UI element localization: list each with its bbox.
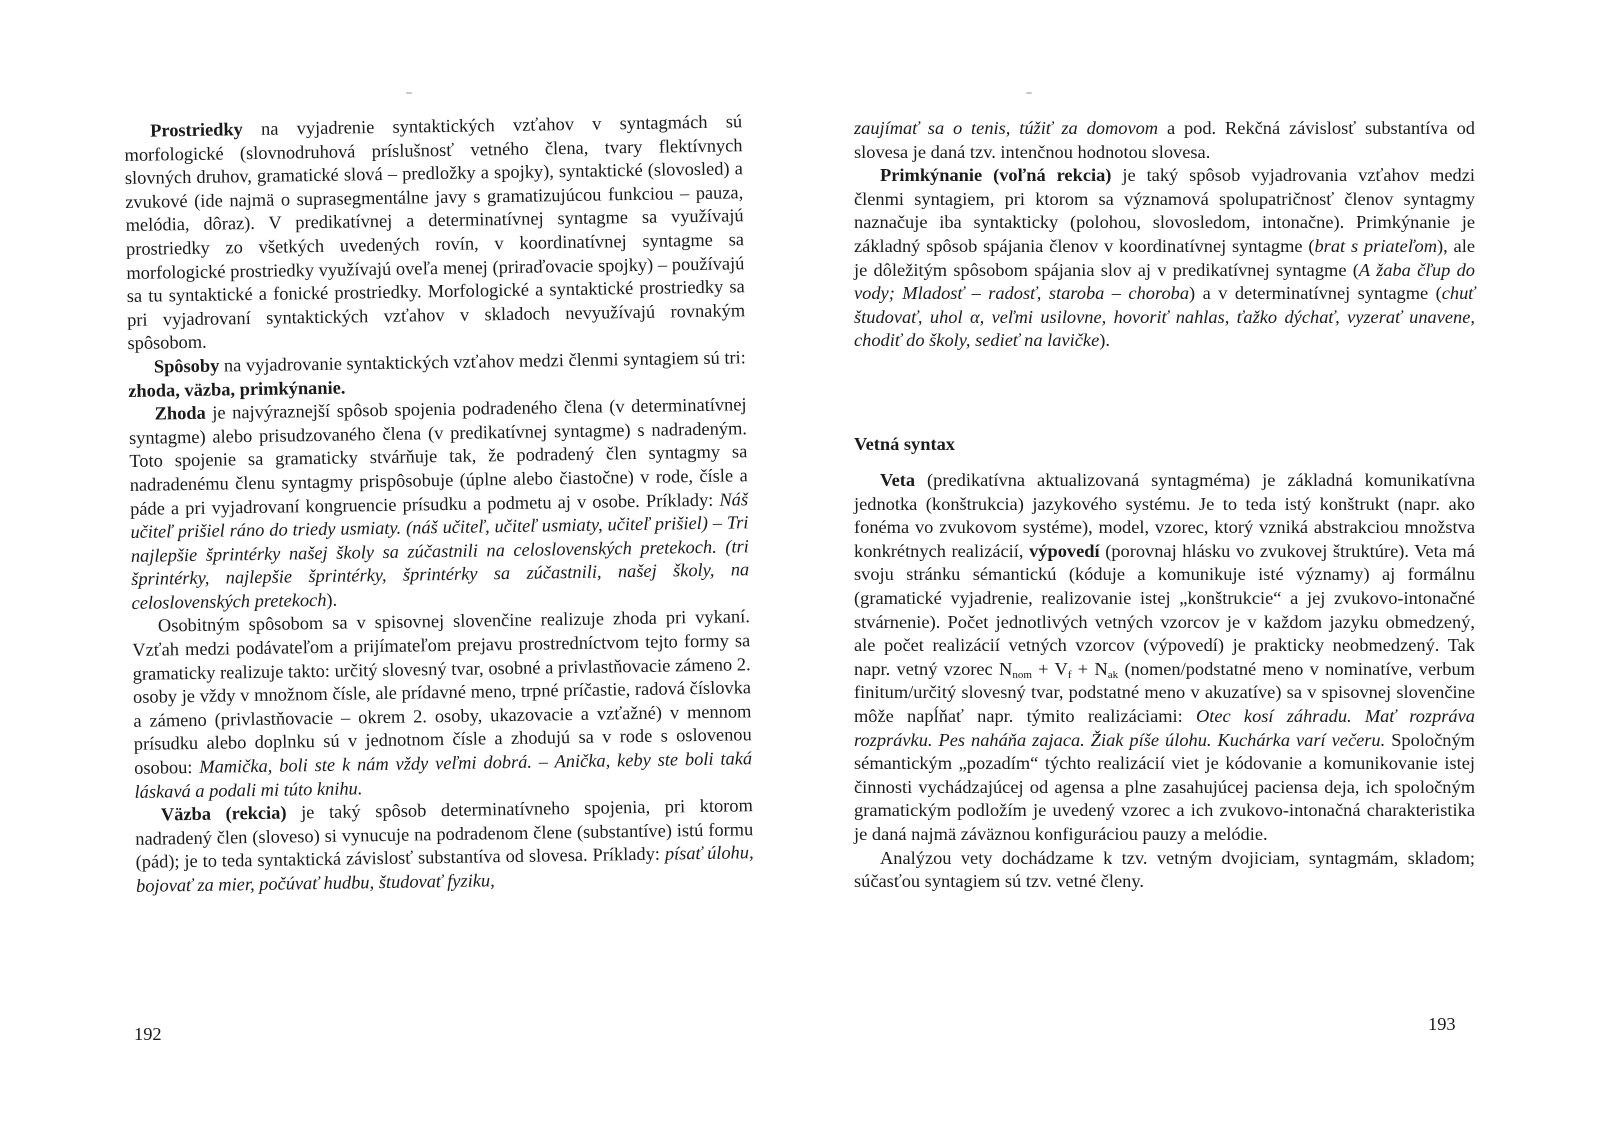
paragraph xyxy=(854,469,1475,847)
paragraph xyxy=(128,393,749,615)
subscript: nom xyxy=(1012,668,1032,681)
paragraph xyxy=(854,117,1475,164)
bold-term: Primkýnanie (voľná rekcia) xyxy=(880,165,1112,186)
page-number-right: 193 xyxy=(1428,1014,1456,1034)
bold-term: Veta xyxy=(880,470,916,490)
paragraph xyxy=(135,794,754,898)
right-page xyxy=(800,0,1600,1133)
section-heading: Vetná syntax xyxy=(854,434,955,454)
italic-example: A žaba čľup do vody; Mladosť – radosť, staroba – choroba xyxy=(854,259,1475,304)
text-run: ). xyxy=(326,589,338,610)
text-run: Spoločným sémantickým „pozadím“ týchto realizácií viet je kódovanie a komunikovanie istej činnosti vychádzajúcej od agensa a plne zasahujúcej paciensa deja, ich spoločným gramatickým podložím je uvedený vzorec a ich zvukovo-intonačná charakteristika je daná najmä záväznou konfiguráciou pauzy a melódie. xyxy=(854,729,1475,844)
subscript: ak xyxy=(1107,668,1119,681)
text-run: + N xyxy=(1071,658,1108,679)
text-run: na vyjadrenie syntaktických vzťahov v syntagmách sú morfologické (slovnodruhová príslušnosť vetného člena, tvary flektívnych slovných druhov, gramatické slová – predložky a spojky), syntaktické (slovosled) a zvukové (ide najmä o suprasegmentálne javy s gramatizujúcou funkciou – pauza, melódia, dôraz). V predikatívnej a determinatívnej syntagme sa využívajú prostriedky zo všetkých uvedených rovín, v koordinatívnej syntagme sa morfologické prostriedky využívajú oveľa menej (priraďovacie spojky) – používajú sa tu syntaktické a fonické prostriedky. Morfologické a syntaktické prostriedky sa pri vyjadrovaní syntaktických vzťahov v skladoch nevyužívajú rovnakým spôsobom. xyxy=(124,111,746,354)
page-number-left: 192 xyxy=(134,1024,162,1044)
text-run: (predikatívna aktualizovaná syntagméma) je základná komunikatívna jednotka (konštrukcia) jazykového systému. Je to teda istý konštrukt (napr. ako fonéma vo zvukovom systéme), model, vzorec, ktorý vzniká abstrakciou množstva konkrétnych realizácií, xyxy=(854,470,1475,561)
text-run: je taký spôsob vyjadrovania vzťahov medzi členmi syntagiem, pri ktorom sa významová spolupatričnosť členov syntagmy naznačuje iba syntakticky (polohou, slovosledom, intonačne). Primkýnanie je základný spôsob spájania členov v koordinatívnej syntagme ( xyxy=(854,165,1475,256)
text-run: na vyjadrovanie syntaktických vzťahov medzi členmi syntagiem sú tri: xyxy=(219,347,746,376)
bold-term: zhoda, väzba, primkýnanie. xyxy=(128,377,346,401)
italic-example: Mamička, boli ste k nám vždy veľmi dobrá. – Anička, keby ste boli taká láskavá a podali mi túto knihu. xyxy=(134,748,753,802)
bold-term: Spôsoby xyxy=(153,355,220,377)
italic-example: písať úlohu, bojovať za mier, počúvať hudbu, študovať fyziku, xyxy=(135,842,754,896)
italic-example: Otec kosí záhradu. Mať rozpráva rozprávku. Pes naháňa zajaca. Žiak píše úlohu. Kuchárka varí večeru. xyxy=(854,705,1475,750)
text-run: Osobitným spôsobom sa v spisovnej slovenčine realizuje zhoda pri vykaní. Vzťah medzi podávateľom a prijímateľom prejavu prostredníctvom tejto formy sa gramaticky realizuje takto: určitý slovesný tvar, osobné a privlastňovacie zámeno 2. osoby je vždy v množnom čísle, ale prídavné meno, trpné príčastie, radová číslovka a zámeno (privlastňovacie – okrem 2. osoby, ukazovacie a vzťažné) v mennom prísudku alebo doplnku sú v jednotnom čísle a zhodujú sa v rode s oslovenou osobou: xyxy=(132,606,752,778)
bold-term: Prostriedky xyxy=(150,119,243,141)
paragraph xyxy=(132,606,753,804)
text-run: je najvýraznejší spôsob spojenia podradeného člena (v determinatívnej syntagme) alebo prisudzovaného člena (v predikatívnej syntagme) s nadradeným. Toto spojenie sa gramaticky stvárňuje tak, že podradený člen syntagmy sa nadradenému členu syntagmy prispôsobuje (úplne alebo čiastočne) v rode, čísle a páde a pri vyjadrovaní kongruencie prísudku a podmetu aj v osobe. Príklady: xyxy=(128,394,748,519)
text-run: a pod. Rekčná závislosť substantíva od slovesa je daná tzv. intenčnou hodnotou slovesa. xyxy=(854,118,1475,162)
italic-example: Tri najlepšie šprintérky našej školy sa zúčastnili na celoslovenských pretekoch. (tri šprintérky, najlepšie šprintérky, šprintérky sa zúčastnili, našej školy, na celoslovenských pretekoch xyxy=(130,512,750,613)
right-page-text xyxy=(854,117,1475,353)
text-run: ). xyxy=(1099,330,1110,351)
paragraph xyxy=(854,164,1475,353)
text-run: (porovnaj hlásku vo zvukovej štruktúre). Veta má svoju stránku sémantickú (kóduje a komunikuje isté významy) aj formálnu (gramatické vyjadrenie, realizovanie istej „konštrukcie“ a jej zvukovo-intonačné stvárnenie). Počet jednotlivých vetných vzorcov je v každom jazyku obmedzený, ale počet realizácií vetných vzorcov (výpovedí) je prakticky neobmedzený. Tak napr. vetný vzorec N xyxy=(854,540,1475,679)
section-text xyxy=(854,469,1475,894)
italic-example: brat s priateľom xyxy=(1314,235,1438,256)
scan-speck xyxy=(406,92,412,94)
bold-term: Väzba (rekcia) xyxy=(160,802,287,825)
bold-term: výpovedí xyxy=(1029,540,1100,561)
subscript: f xyxy=(1067,668,1072,681)
text-run: Analýzou vety dochádzame k tzv. vetným dvojiciam, syntagmám, skladom; súčasťou syntagiem sú tzv. vetné členy. xyxy=(854,847,1475,892)
text-run: ), ale je dôležitým spôsobom spájania slov aj v predikatívnej syntagme ( xyxy=(854,235,1475,280)
paragraph xyxy=(854,847,1475,894)
italic-example: zaujímať sa o tenis, túžiť za domovom xyxy=(854,118,1159,138)
text-run: je taký spôsob determinatívneho spojenia, pri ktorom nadradený člen (sloveso) si vynucuje na podradenom člene (substantíve) istú formu (pád); je to teda syntaktická závislosť substantíva od slovesa. Príklady: xyxy=(135,795,754,873)
text-run: – xyxy=(707,512,728,533)
scan-speck xyxy=(1026,92,1032,94)
bold-term: Zhoda xyxy=(154,402,206,424)
text-run: ) a v determinatívnej syntagme ( xyxy=(1189,283,1442,304)
italic-example: Náš učiteľ prišiel ráno do triedy usmiaty. (náš učiteľ, učiteľ usmiaty, učiteľ prišiel) xyxy=(130,488,749,543)
left-page-text xyxy=(124,110,754,898)
text-run: (nomen/podstatné meno v nominatíve, verbum finitum/určitý slovesný tvar, podstatné meno v akuzatíve) sa v spisovnej slovenčine môže napĺňať napr. týmito realizáciami: xyxy=(854,658,1475,726)
italic-example: chuť študovať, uhol α, veľmi usilovne, hovoriť nahlas, ťažko dýchať, vyzerať unavene, chodiť do školy, sedieť na lavičke xyxy=(854,283,1475,351)
paragraph xyxy=(124,110,746,356)
text-run: + V xyxy=(1031,658,1068,679)
